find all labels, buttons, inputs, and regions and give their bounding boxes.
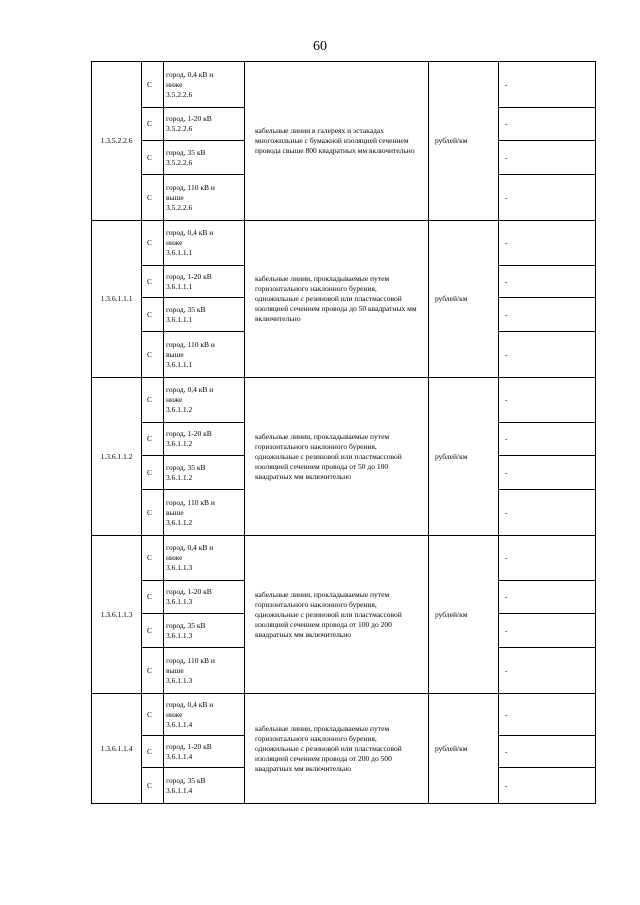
category-cell: С [142, 614, 164, 648]
value-cell: - [499, 108, 596, 141]
value-cell: - [499, 768, 596, 804]
category-cell: С [142, 648, 164, 694]
value-cell: - [499, 648, 596, 694]
voltage-cell: город, 0,4 кВ и ниже 3.6.1.1.4 [164, 694, 245, 736]
category-cell: С [142, 490, 164, 536]
voltage-cell: город, 110 кВ и выше 3.6.1.1.2 [164, 490, 245, 536]
voltage-cell: город, 0,4 кВ и ниже 3.6.1.1.3 [164, 536, 245, 581]
category-cell: С [142, 221, 164, 266]
category-cell: С [142, 536, 164, 581]
category-cell: С [142, 768, 164, 804]
voltage-cell: город, 1-20 кВ 3.6.1.1.1 [164, 266, 245, 298]
voltage-cell: город, 0,4 кВ и ниже 3.5.2.2.6 [164, 62, 245, 108]
value-cell: - [499, 175, 596, 221]
voltage-cell: город, 1-20 кВ 3.5.2.2.6 [164, 108, 245, 141]
voltage-cell: город, 110 кВ и выше 3.6.1.1.1 [164, 332, 245, 378]
value-cell: - [499, 423, 596, 456]
group-description: кабельные линии в галереях и эстакадах многожильные с бумажной изоляцией сечением провода свыше 800 квадратных мм включительно [245, 62, 429, 221]
value-cell: - [499, 536, 596, 581]
category-cell: С [142, 266, 164, 298]
voltage-cell: город, 35 кВ 3.6.1.1.2 [164, 456, 245, 490]
voltage-cell: город, 35 кВ 3.6.1.1.1 [164, 298, 245, 332]
voltage-cell: город, 1-20 кВ 3.6.1.1.3 [164, 581, 245, 614]
table-row [92, 221, 596, 266]
group-code: 1.3.5.2.2.6 [92, 62, 142, 221]
value-cell: - [499, 141, 596, 175]
group-unit: рублей/км [429, 62, 499, 221]
category-cell: С [142, 694, 164, 736]
category-cell: С [142, 378, 164, 423]
value-cell: - [499, 694, 596, 736]
category-cell: С [142, 581, 164, 614]
value-cell: - [499, 490, 596, 536]
value-cell: - [499, 378, 596, 423]
value-cell: - [499, 581, 596, 614]
value-cell: - [499, 221, 596, 266]
category-cell: С [142, 175, 164, 221]
group-unit: рублей/км [429, 378, 499, 536]
value-cell: - [499, 266, 596, 298]
group-description: кабельные линии, прокладываемые путем горизонтального наклонного бурения, одножильные с резиновой или пластмассовой изоляцией сечением провода от 200 до 500 квадратных мм включительно [245, 694, 429, 804]
category-cell: С [142, 298, 164, 332]
value-cell: - [499, 614, 596, 648]
table-row [92, 378, 596, 423]
group-description: кабельные линии, прокладываемые путем горизонтального наклонного бурения, одножильные с резиновой или пластмассовой изоляцией сечением провода от 50 до 100 квадратных мм включительно [245, 378, 429, 536]
voltage-cell: город, 35 кВ 3.6.1.1.4 [164, 768, 245, 804]
group-description: кабельные линии, прокладываемые путем горизонтального наклонного бурения, одножильные с резиновой или пластмассовой изоляцией сечением провода до 50 квадратных мм включительно [245, 221, 429, 378]
category-cell: С [142, 332, 164, 378]
voltage-cell: город, 1-20 кВ 3.6.1.1.4 [164, 736, 245, 768]
voltage-cell: город, 110 кВ и выше 3.5.2.2.6 [164, 175, 245, 221]
group-code: 1.3.6.1.1.2 [92, 378, 142, 536]
value-cell: - [499, 298, 596, 332]
category-cell: С [142, 108, 164, 141]
category-cell: С [142, 736, 164, 768]
voltage-cell: город, 35 кВ 3.6.1.1.3 [164, 614, 245, 648]
voltage-cell: город, 110 кВ и выше 3.6.1.1.3 [164, 648, 245, 694]
category-cell: С [142, 456, 164, 490]
voltage-cell: город, 35 кВ 3.5.2.2.6 [164, 141, 245, 175]
group-code: 1.3.6.1.1.4 [92, 694, 142, 804]
table-row [92, 536, 596, 581]
rates-table [91, 61, 596, 804]
table-row [92, 694, 596, 736]
group-code: 1.3.6.1.1.1 [92, 221, 142, 378]
group-unit: рублей/км [429, 536, 499, 694]
value-cell: - [499, 332, 596, 378]
value-cell: - [499, 736, 596, 768]
category-cell: С [142, 62, 164, 108]
group-unit: рублей/км [429, 694, 499, 804]
category-cell: С [142, 423, 164, 456]
group-description: кабельные линии, прокладываемые путем горизонтального наклонного бурения, одножильные с резиновой или пластмассовой изоляцией сечением провода от 100 до 200 квадратных мм включительно [245, 536, 429, 694]
value-cell: - [499, 456, 596, 490]
group-unit: рублей/км [429, 221, 499, 378]
value-cell: - [499, 62, 596, 108]
page-number: 60 [313, 39, 327, 54]
voltage-cell: город, 1-20 кВ 3.6.1.1.2 [164, 423, 245, 456]
group-code: 1.3.6.1.1.3 [92, 536, 142, 694]
table-row [92, 62, 596, 108]
voltage-cell: город, 0,4 кВ и ниже 3.6.1.1.2 [164, 378, 245, 423]
voltage-cell: город, 0,4 кВ и ниже 3.6.1.1.1 [164, 221, 245, 266]
category-cell: С [142, 141, 164, 175]
